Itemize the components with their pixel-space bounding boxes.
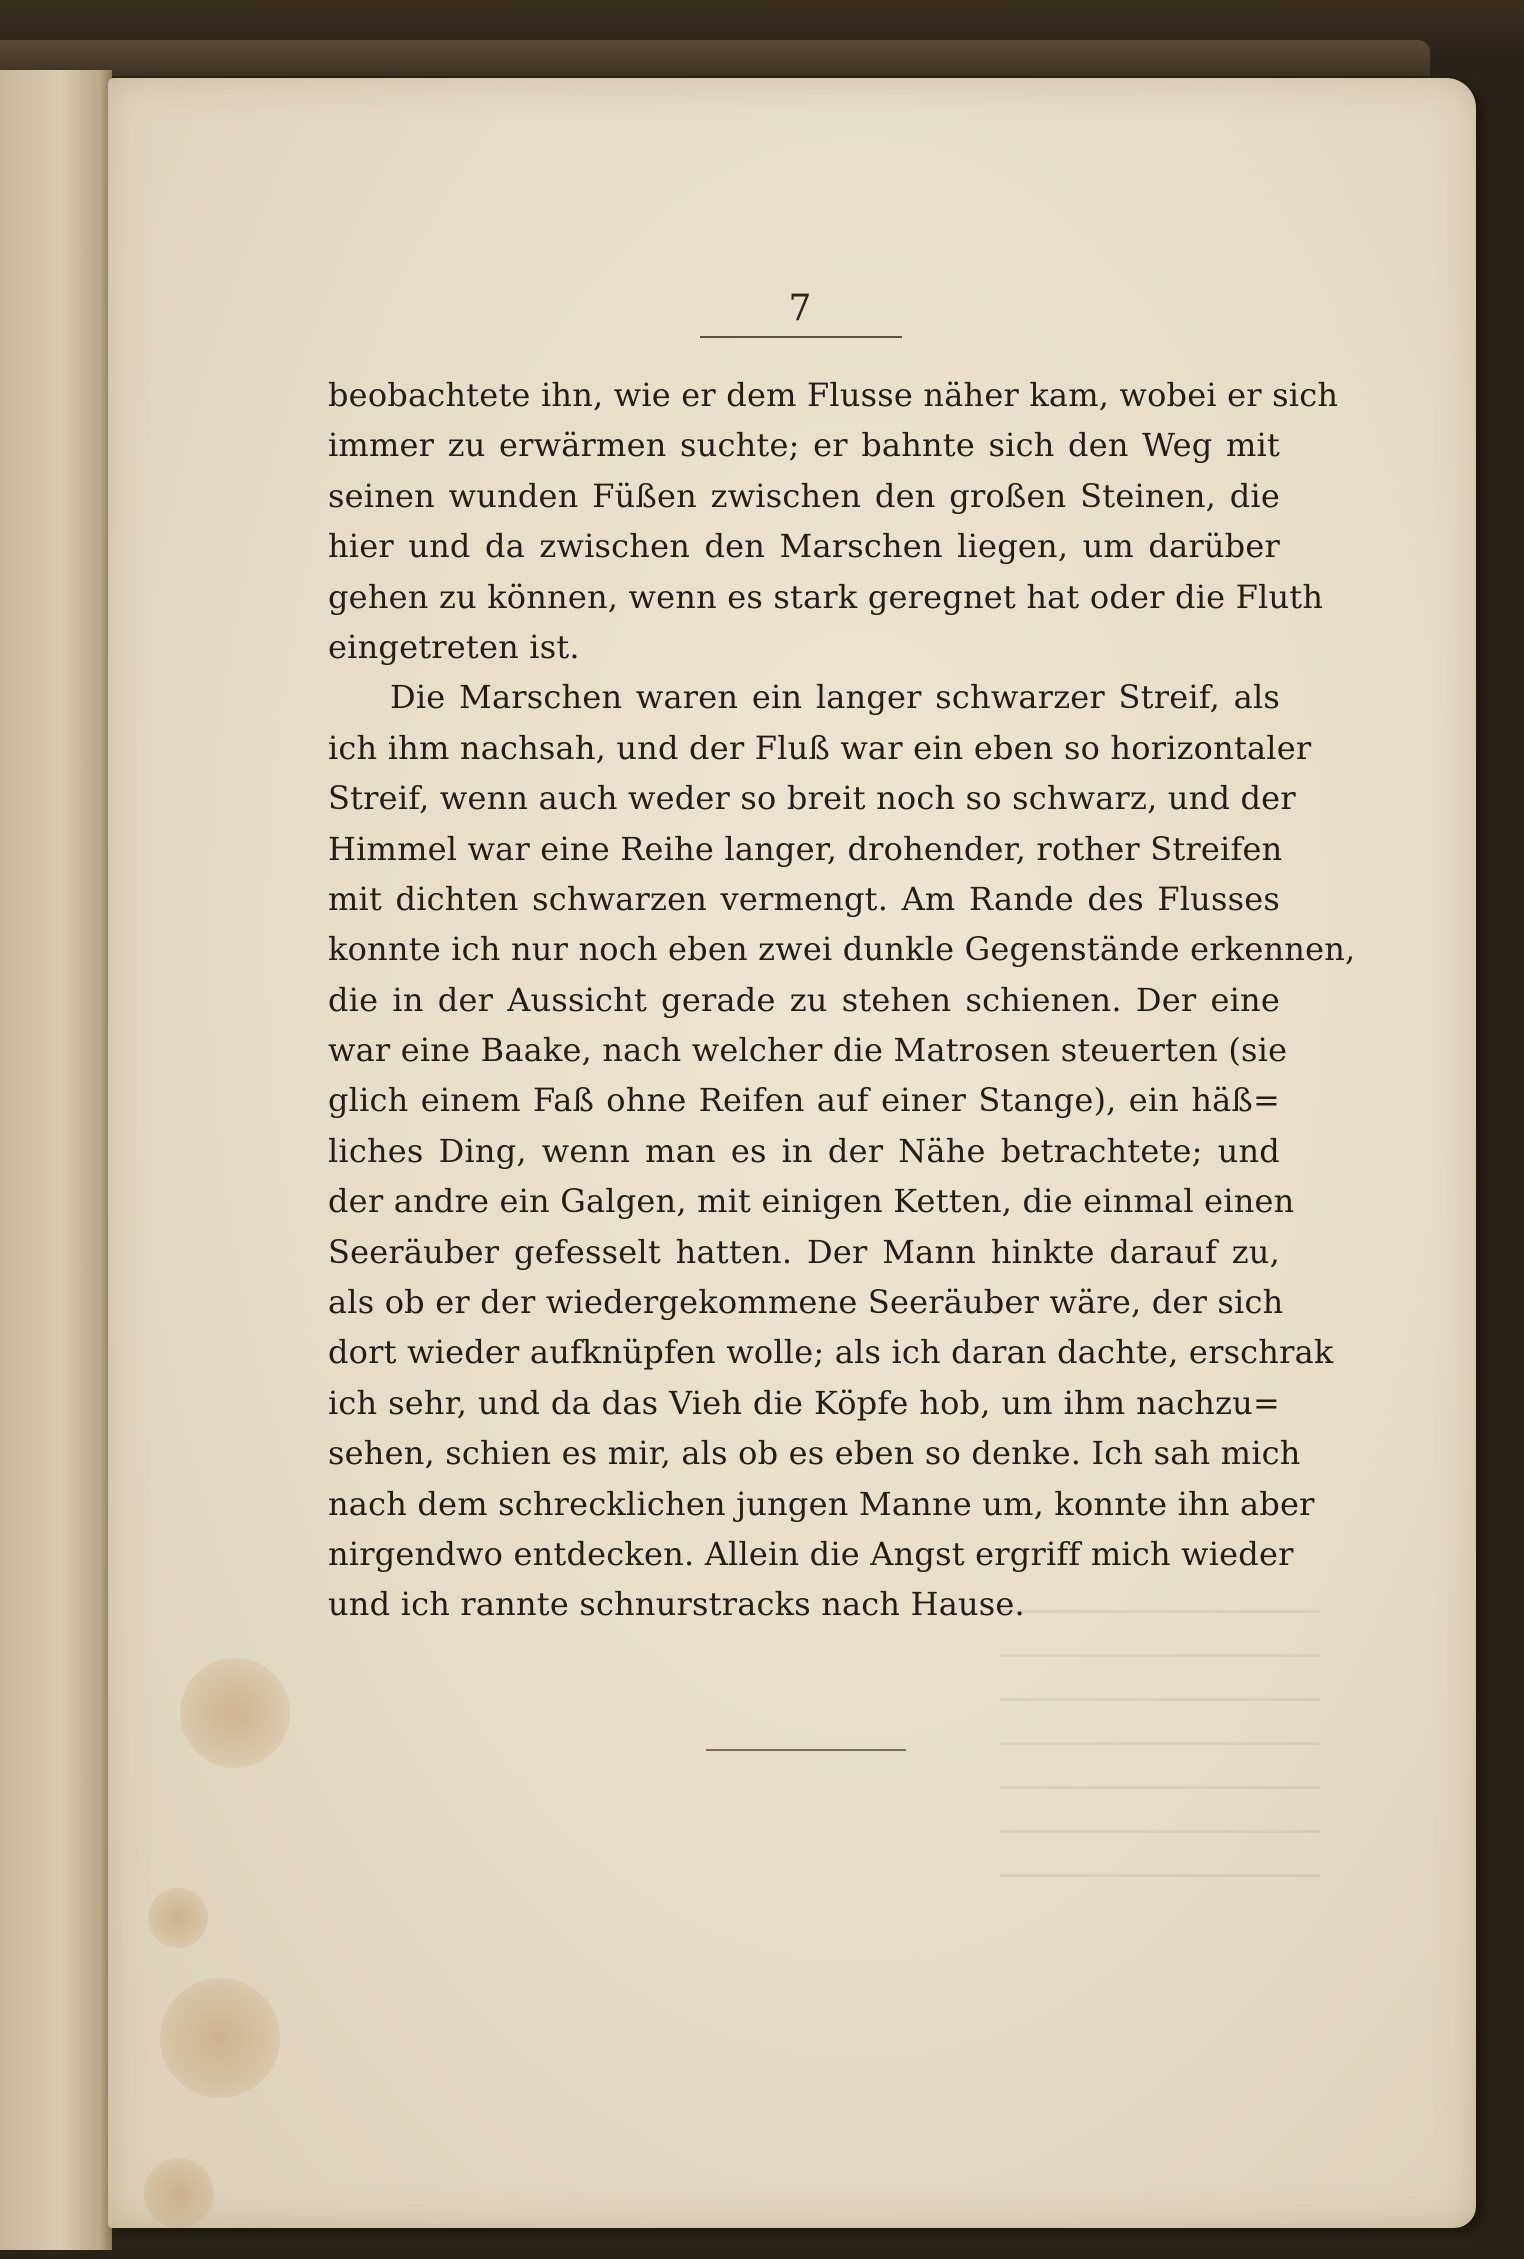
- text-line: dort wieder aufknüpfen wolle; als ich daran dachte, erschrak: [328, 1333, 1334, 1372]
- stain-mark: [160, 1978, 280, 2098]
- text-line: und ich rannte schnurstracks nach Hause.: [328, 1585, 1025, 1624]
- text-line: sehen, schien es mir, als ob es eben so denke. Ich sah mich: [328, 1434, 1301, 1473]
- text-line: immer zu erwärmen suchte; er bahnte sich den Weg mit: [328, 426, 1280, 465]
- page-number: 7: [788, 288, 812, 329]
- book-spine-edge: [0, 40, 1430, 76]
- stain-mark: [144, 2158, 214, 2228]
- text-line: glich einem Faß ohne Reifen auf einer Stange), ein häß=: [328, 1081, 1280, 1120]
- paragraph: [328, 672, 1356, 1629]
- text-line: war eine Baake, nach welcher die Matrosen steuerten (sie: [328, 1031, 1288, 1070]
- text-line: Die Marschen waren ein langer schwarzer Streif, als: [390, 678, 1280, 717]
- text-line: nach dem schrecklichen jungen Manne um, konnte ihn aber: [328, 1484, 1315, 1523]
- paragraph: [328, 370, 1339, 672]
- text-line: eingetreten ist.: [328, 627, 580, 666]
- text-line: hier und da zwischen den Marschen liegen, um darüber: [328, 527, 1280, 566]
- text-line: als ob er der wiedergekommene Seeräuber wäre, der sich: [328, 1283, 1284, 1322]
- text-line: gehen zu können, wenn es stark geregnet hat oder die Fluth: [328, 577, 1324, 616]
- text-line: beobachtete ihn, wie er dem Flusse näher kam, wobei er sich: [328, 376, 1339, 414]
- body-text: [328, 370, 1356, 1630]
- text-line: mit dichten schwarzen vermengt. Am Rande des Flusses: [328, 879, 1280, 918]
- text-line: die in der Aussicht gerade zu stehen schienen. Der eine: [328, 980, 1280, 1019]
- text-line: konnte ich nur noch eben zwei dunkle Gegenstände erkennen,: [328, 930, 1356, 969]
- text-line: Streif, wenn auch weder so breit noch so schwarz, und der: [328, 779, 1296, 818]
- text-line: seinen wunden Füßen zwischen den großen Steinen, die: [328, 476, 1280, 515]
- text-line: Seeräuber gefesselt hatten. Der Mann hinkte darauf zu,: [328, 1232, 1280, 1271]
- stain-mark: [148, 1888, 208, 1948]
- text-line: der andre ein Galgen, mit einigen Ketten, die einmal einen: [328, 1182, 1295, 1221]
- text-line: ich sehr, und da das Vieh die Köpfe hob, um ihm nachzu=: [328, 1383, 1280, 1422]
- show-through-text: [1000, 1610, 1320, 1880]
- footer-rule: [706, 1749, 906, 1751]
- text-line: ich ihm nachsah, und der Fluß war ein eben so horizontaler: [328, 728, 1312, 767]
- text-line: liches Ding, wenn man es in der Nähe betrachtete; und: [328, 1131, 1280, 1170]
- header-rule: [700, 336, 902, 338]
- text-line: Himmel war eine Reihe langer, drohender, rother Streifen: [328, 829, 1283, 868]
- facing-page-edge: [0, 70, 112, 2250]
- stain-mark: [180, 1658, 290, 1768]
- text-line: nirgendwo entdecken. Allein die Angst ergriff mich wieder: [328, 1534, 1294, 1573]
